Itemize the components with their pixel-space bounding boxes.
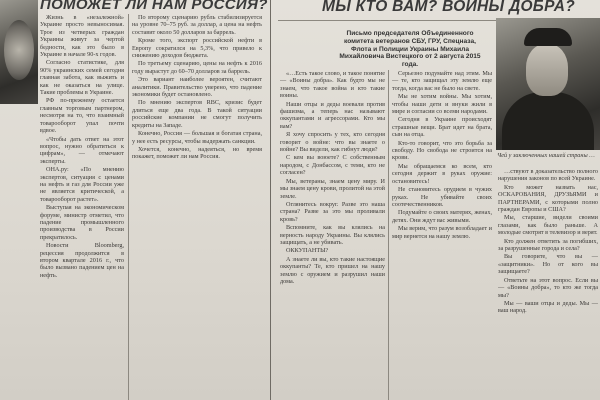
paragraph: «Чтобы дать ответ на этот вопрос, нужно обратиться к цифрам», — отмечают эксперты.	[40, 135, 124, 165]
paragraph: Кто должен ответить за погибших, за разрушенные города и села?	[498, 237, 598, 253]
paragraph: Выступая на экономическом форуме, министр отметил, что падение промышленного производства в России прекратилось.	[40, 204, 124, 241]
paragraph: Мы верим, что разум возобладает и мир вернется на нашу землю.	[392, 225, 492, 240]
paragraph: Конечно, Россия — большая и богатая страна, у нее есть ресурсы, чтобы выдержать санкции.	[132, 130, 262, 145]
paragraph: …ствуют в доказательство полного нарушения законов по всей Украине.	[498, 168, 598, 183]
paragraph: Серьезно подумайте над этим. Мы — те, кто защищал эту землю еще тогда, когда вас не было на свете.	[392, 70, 492, 92]
paragraph: С кем вы воюете? С собственным народом, с Донбассом, с теми, кто не согласен?	[280, 154, 385, 177]
paragraph: Кто-то говорит, что это борьба за свободу. Но свобода не строится на крови.	[392, 139, 492, 162]
paragraph: Мы обращаемся ко всем, кто сегодня держит в руках оружие: остановитесь!	[392, 162, 492, 185]
paragraph: Новости Bloomberg, рецессия продолжится в втором квартале 2016 г., что было вызвано падением цен на нефть.	[40, 242, 124, 279]
paragraph: Сегодня в Украине происходят страшные вещи. Брат идет на брата, сын на отца.	[392, 116, 492, 139]
paragraph: Жизнь в «незалежной» Украине просто невыносимая. Трое из четверых граждан Украины живут за чертой бедности, как это было в Украине в начале 90-х годов.	[40, 14, 124, 59]
paragraph: По мнению экспертов RBC, кризис будет длиться еще два года. В такой ситуации российские компании не смогут получить кредиты на Западе.	[132, 99, 262, 129]
paragraph: Я хочу спросить у тех, кто сегодня говорит о войне: что вы знаете о войне? Вы видели, как гибнут люди?	[280, 131, 385, 154]
paragraph: Вы говорите, что вы — «защитники». Но от кого вы защищаете?	[498, 253, 598, 276]
column-divider	[388, 70, 389, 400]
paragraph: Мы, ветераны, знаем цену миру. И мы знаем цену крови, пролитой на этой земле.	[280, 177, 385, 200]
paragraph: Ответьте на этот вопрос. Если вы — «Воины добра», то кто же тогда мы?	[498, 276, 598, 299]
paragraph: Оглянитесь вокруг. Разве это наша страна? Разве за это мы проливали кровь?	[280, 200, 385, 223]
paragraph: По второму сценарию рубль стабилизируется на уровне 70–75 руб. за доллар, а цена на нефть составит около 50 долларов за баррель.	[132, 14, 262, 36]
paragraph: Мы — ваши отцы и деды. Мы — ваш народ.	[498, 299, 598, 315]
paragraph: А знаете ли вы, кто такие настоящие оккупанты? Те, кто пришел на нашу землю с оружием и разрушил наши дома.	[280, 255, 385, 285]
paragraph: Вспомните, как вы клялись на верность народу Украины. Вы клялись защищать, а не убивать.	[280, 224, 385, 246]
author-photo-left	[0, 0, 38, 104]
article-left-column-1	[40, 14, 124, 400]
paragraph: Мы не хотим войны. Мы хотим, чтобы наши дети и внуки жили в мире и согласии со всеми народами.	[392, 93, 492, 116]
article-lead: Письмо председателя Объединенного комитета ветеранов СБУ, ГРУ, Спецназа, Флота и Полиции Украины Михаила Михайловича Вистецкого от 2 августа 2015 года.	[339, 30, 481, 69]
article-right-column-2	[392, 70, 492, 400]
headline-rule	[278, 20, 496, 21]
column-divider	[128, 14, 129, 400]
paragraph: «…Есть такое слово, и такое понятие — «Воины добра». Как будто мы не знаем, что такое война и кто такие воины.	[280, 70, 385, 100]
paragraph: ОНА.ру: «По мнению экспертов, ситуация с ценами на нефть и газ для России уже не является критической, а товарооборот растет».	[40, 166, 124, 203]
paragraph: Согласно статистике, для 90% украинских семей сегодня главная забота, как выжить и как не оказаться на улице. Такие проблемы в Украине.	[40, 59, 124, 97]
paragraph: По третьему сценарию, цены на нефть к 2016 году вырастут до 60–70 долларов за баррель.	[132, 60, 262, 75]
article-right-column-1	[280, 70, 385, 400]
paragraph: РФ по-прежнему остается главным торговым партнером, несмотря на то, что взаимный товарооборот упал почти вдвое.	[40, 97, 124, 135]
article-right-column-3	[498, 168, 598, 400]
paragraph: Это вариант наиболее вероятен, считают аналитики. Правительство уверено, что падение экономики будет остановлено.	[132, 76, 262, 99]
photo-face	[526, 44, 568, 96]
paragraph: Не становитесь орудием в чужих руках. Не убивайте своих соотечественников.	[392, 186, 492, 208]
photo-shade	[4, 20, 34, 80]
paragraph: Кроме того, экспорт российской нефти в Европу сократился на 5,3%, что привело к снижению доходов бюджета.	[132, 37, 262, 60]
headline-right: МЫ КТО ВАМ? ВОИНЫ ДОБРА?	[322, 0, 576, 15]
paragraph: Хочется, конечно, надеяться, но время покажет, поможет ли нам Россия.	[132, 145, 262, 161]
photo-coat	[502, 92, 594, 150]
paragraph: Подумайте о своих матерях, женах, детях. Они ждут вас живыми.	[392, 209, 492, 224]
headline-left: ПОМОЖЕТ ЛИ НАМ РОССИЯ?	[40, 0, 268, 13]
veteran-photo	[496, 18, 600, 150]
paragraph: Наши отцы и деды воевали против фашизма, а теперь нас называют оккупантами и агрессорами. Кто мы вам?	[280, 100, 385, 130]
photo-caption: Чей у заключенных нашей страны …	[497, 152, 595, 159]
article-left-column-2	[132, 14, 262, 400]
paragraph: Кто может назвать нас, ОСКАРОВАНИЯ, ДРУЗЬЯМИ и ПАРТНЕРАМИ, с которыми полно граждан Европы и США?	[498, 183, 598, 214]
paragraph: Мы, старшие, видели своими глазами, как было раньше. А молодые смотрят в телевизор и верят.	[498, 214, 598, 237]
paragraph: ОККУПАНТЫ?	[286, 247, 329, 255]
article-divider	[270, 0, 271, 400]
photo-cap	[524, 28, 572, 46]
